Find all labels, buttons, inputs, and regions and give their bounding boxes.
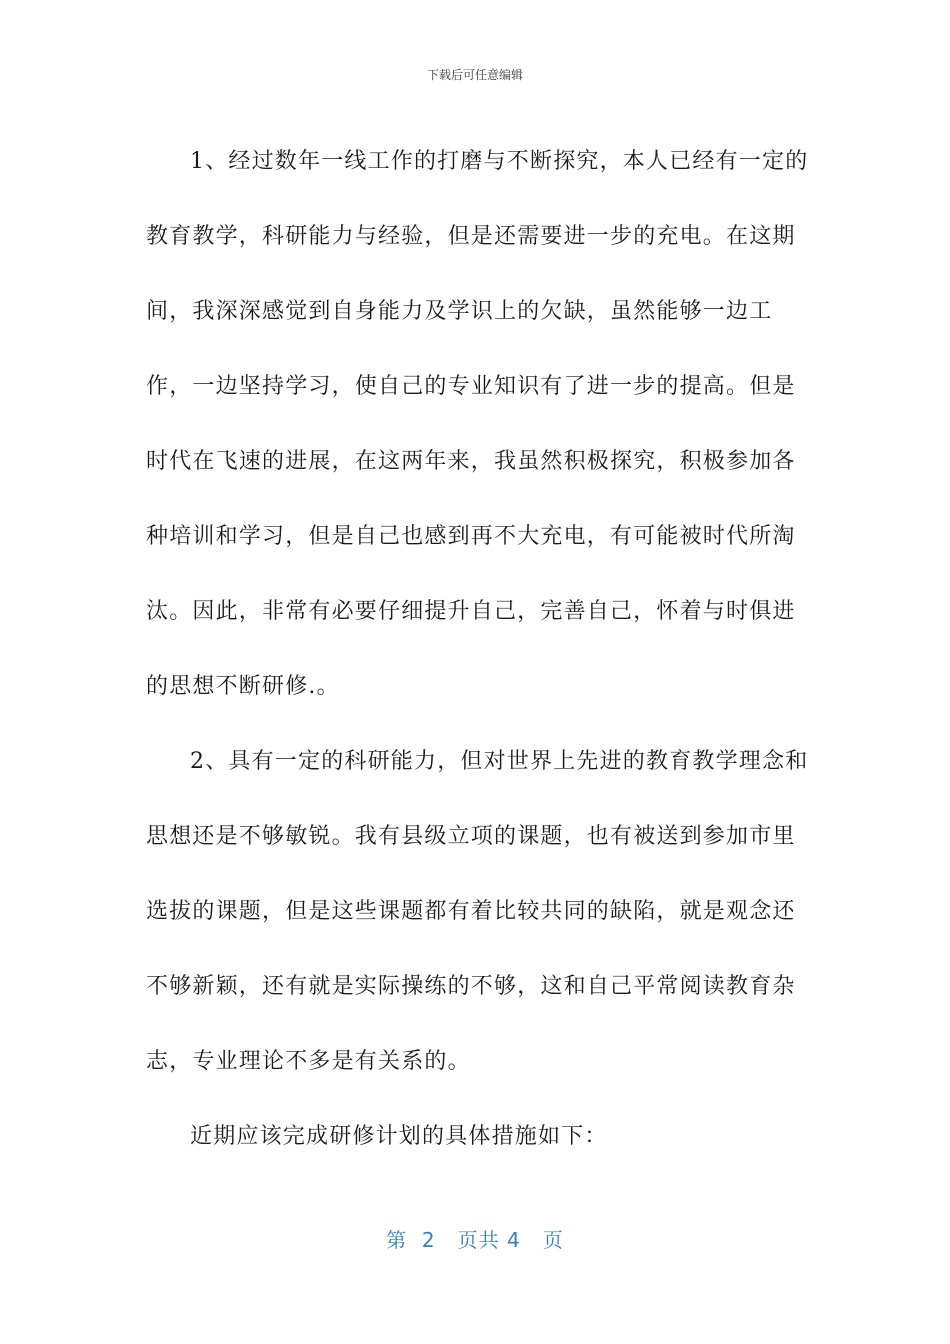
- document-body: [146, 124, 816, 1174]
- page-suffix: 页: [542, 1228, 564, 1252]
- page-header: 下载后可任意编辑: [426, 68, 523, 82]
- current-page-number: 2: [421, 1228, 436, 1252]
- page-middle: 页共: [457, 1228, 500, 1252]
- paragraph-1: 1、经过数年一线工作的打磨与不断探究，本人已经有一定的教育教学，科研能力与经验，但是还需要进一步的充电。在这期间，我深深感觉到自身能力及学识上的欠缺，虽然能够一边工作，一边坚持学习，使自己的专业知识有了进一步的提高。但是时代在飞速的进展，在这两年来，我虽然积极探究，积极参加各种培训和学习，但是自己也感到再不大充电，有可能被时代所淘汰。因此，非常有必要仔细提升自己，完善自己，怀着与时俱进的思想不断研修.。: [146, 149, 809, 699]
- paragraph-3: 近期应该完成研修计划的具体措施如下：: [190, 1124, 608, 1149]
- page-footer: [0, 1224, 950, 1253]
- page-prefix: 第: [386, 1228, 408, 1252]
- paragraph-2: 2、具有一定的科研能力，但对世界上先进的教育教学理念和思想还是不够敏锐。我有县级立项的课题，也有被送到参加市里选拔的课题，但是这些课题都有着比较共同的缺陷，就是观念还不够新颖，还有就是实际操练的不够，这和自己平常阅读教育杂志，专业理论不多是有关系的。: [146, 749, 809, 1074]
- total-pages-number: 4: [507, 1228, 521, 1252]
